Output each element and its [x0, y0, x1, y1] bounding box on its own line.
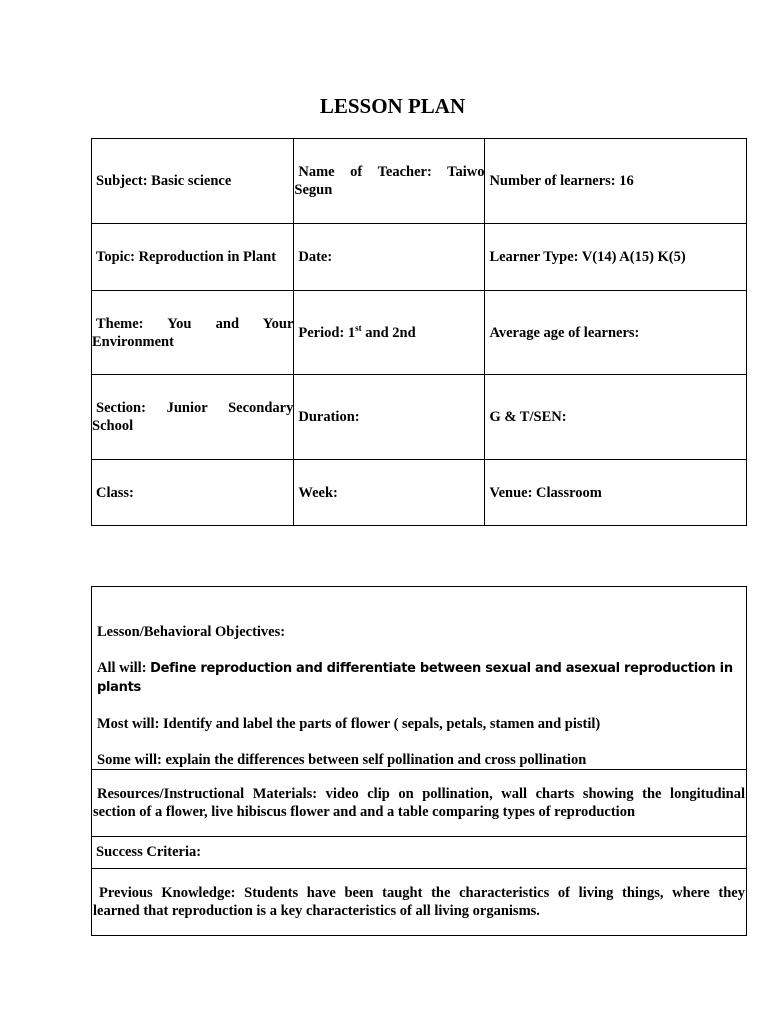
teacher-text-line2: Segun [294, 182, 333, 198]
objective-most: Most will: Identify and label the parts of flower ( sepals, petals, stamen and pistil) [97, 716, 601, 732]
objectives-cell [92, 587, 747, 770]
objective-all-text: Define reproduction and differentiate between sexual and asexual reproduction in plants [97, 661, 733, 695]
learner-type-cell [485, 224, 747, 291]
previous-knowledge-cell [92, 869, 747, 936]
subject-cell [92, 139, 294, 224]
teacher-text-line1: Name of Teacher: Taiwo [298, 164, 485, 180]
date-text: Date: [298, 249, 333, 265]
resources-text-line2: section of a flower, live hibiscus flower and and a table comparing types of reproduction [93, 804, 636, 820]
table-row [92, 770, 747, 837]
average-age-text: Average age of learners: [489, 324, 640, 341]
duration-text: Duration: [298, 409, 360, 425]
learners-text: Number of learners: 16 [489, 173, 634, 189]
success-criteria-cell [92, 837, 747, 869]
learners-cell [485, 139, 747, 224]
gt-sen-text: G & T/SEN: [489, 409, 567, 425]
table-row [92, 224, 747, 291]
previous-knowledge-line2: learned that reproduction is a key characteristics of all living organisms. [93, 903, 540, 919]
section-cell [92, 375, 294, 460]
previous-knowledge-line1: Previous Knowledge: Students have been taught the characteristics of living things, where they [99, 885, 745, 901]
table-row [92, 837, 747, 869]
gt-sen-cell [485, 375, 747, 460]
week-text: Week: [298, 484, 338, 501]
table-row [92, 375, 747, 460]
lesson-info-table [91, 138, 747, 526]
duration-cell [294, 375, 485, 460]
section-text-line1: Section: Junior Secondary [96, 400, 294, 416]
average-age-cell [485, 291, 747, 375]
page-title: LESSON PLAN [319, 94, 466, 118]
period-cell [294, 291, 485, 375]
subject-text: Subject: Basic science [96, 173, 232, 189]
objective-some: Some will: explain the differences between self pollination and cross pollination [97, 752, 587, 768]
resources-cell [92, 770, 747, 837]
week-cell [294, 460, 485, 526]
theme-text-line1: Theme: You and Your [96, 315, 294, 332]
table-row [92, 139, 747, 224]
topic-text: Topic: Reproduction in Plant [96, 249, 277, 265]
theme-text-line2: Environment [92, 333, 174, 350]
table-row [92, 460, 747, 526]
success-criteria-text: Success Criteria: [96, 844, 202, 860]
objectives-heading: Lesson/Behavioral Objectives: [97, 624, 286, 640]
class-text: Class: [96, 484, 134, 501]
table-row [92, 869, 747, 936]
table-row [92, 291, 747, 375]
venue-text: Venue: Classroom [489, 484, 602, 501]
topic-cell [92, 224, 294, 291]
class-cell [92, 460, 294, 526]
date-cell [294, 224, 485, 291]
objective-all-prefix: All will: [97, 660, 151, 676]
table-row [92, 587, 747, 770]
resources-text-line1: Resources/Instructional Materials: video clip on pollination, wall charts showing the longitudinal [97, 786, 745, 802]
theme-cell [92, 291, 294, 375]
period-text: Period: 1 [298, 324, 356, 341]
lesson-details-table [91, 586, 747, 936]
teacher-cell [294, 139, 485, 224]
venue-cell [485, 460, 747, 526]
period-suffix: and 2nd [361, 324, 416, 341]
section-text-line2: School [92, 418, 134, 434]
period-superscript: st [355, 322, 362, 333]
objective-all [93, 659, 745, 697]
learner-type-text: Learner Type: V(14) A(15) K(5) [489, 249, 686, 265]
